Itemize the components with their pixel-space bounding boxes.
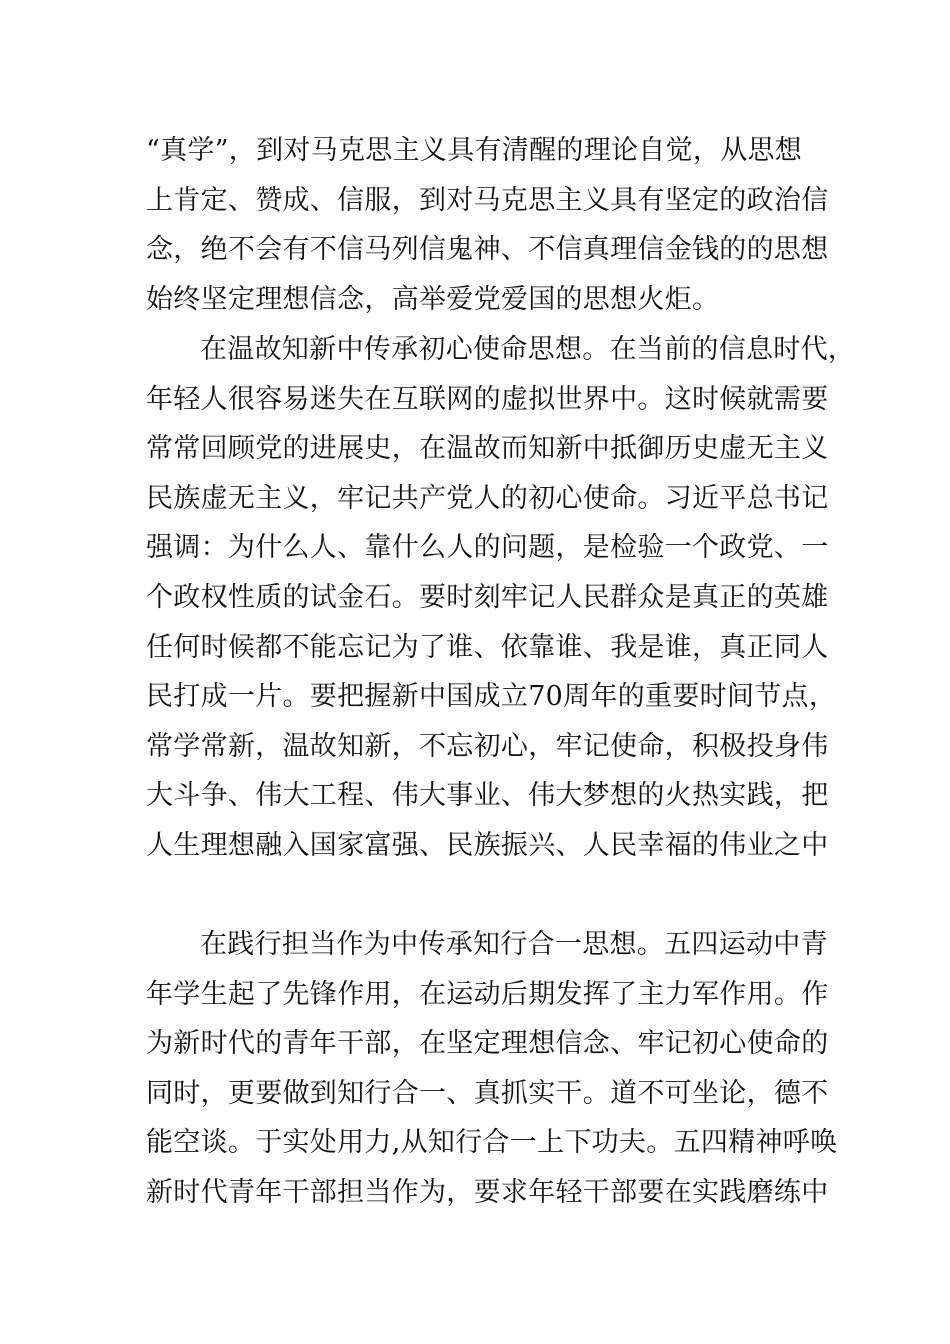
paragraph-line: 常常回顾党的进展史，在温故而知新中抵御历史虚无主义	[146, 433, 829, 465]
paragraph-line: 常学常新，温故知新，不忘初心，牢记使命，积极投身伟	[146, 730, 829, 762]
paragraph-line: 个政权性质的试金石。要时刻牢记人民群众是真正的英雄	[146, 581, 829, 613]
paragraph-line: “真学”，到对马克思主义具有清醒的理论自觉，从思想	[146, 135, 803, 166]
paragraph-line: 年学生起了先锋作用，在运动后期发挥了主力军作用。作	[146, 978, 829, 1010]
paragraph-2	[146, 325, 856, 871]
paragraph-1	[146, 126, 829, 324]
paragraph-line: 能空谈。于实处用力,从知行合一上下功夫。五四精神呼唤	[146, 1127, 838, 1159]
paragraph-line: 强调：为什么人、靠什么人的问题，是检验一个政党、一	[146, 532, 829, 564]
paragraph-line: 民族虚无主义，牢记共产党人的初心使命。习近平总书记	[146, 482, 829, 514]
paragraph-line: 上肯定、赞成、信服，到对马克思主义具有坚定的政治信	[146, 184, 829, 216]
paragraph-line: 始终坚定理想信念，高举爱党爱国的思想火炬。	[146, 283, 720, 315]
paragraph-line: 同时，更要做到知行合一、真抓实干。道不可坐论，德不	[146, 1077, 829, 1109]
paragraph-line: 民打成一片。要把握新中国成立70周年的重要时间节点，	[146, 681, 837, 713]
paragraph-line: 大斗争、伟大工程、伟大事业、伟大梦想的火热实践，把	[146, 780, 829, 812]
paragraph-line: 年轻人很容易迷失在互联网的虚拟世界中。这时候就需要	[146, 383, 829, 415]
paragraph-line: 念，绝不会有不信马列信鬼神、不信真理信金钱的的思想	[146, 234, 829, 266]
paragraph-line: 在践行担当作为中传承知行合一思想。五四运动中青	[200, 929, 828, 960]
paragraph-line: 任何时候都不能忘记为了谁、依靠谁、我是谁，真正同人	[146, 631, 829, 663]
paragraph-line: 在温故知新中传承初心使命思想。在当前的信息时代，	[200, 334, 856, 365]
paragraph-line: 新时代青年干部担当作为，要求年轻干部要在实践磨练中	[146, 1176, 829, 1208]
paragraph-3	[146, 920, 838, 1218]
paragraph-line: 人生理想融入国家富强、民族振兴、人民幸福的伟业之中	[146, 829, 829, 861]
paragraph-line: 为新时代的青年干部，在坚定理想信念、牢记初心使命的	[146, 1028, 829, 1060]
